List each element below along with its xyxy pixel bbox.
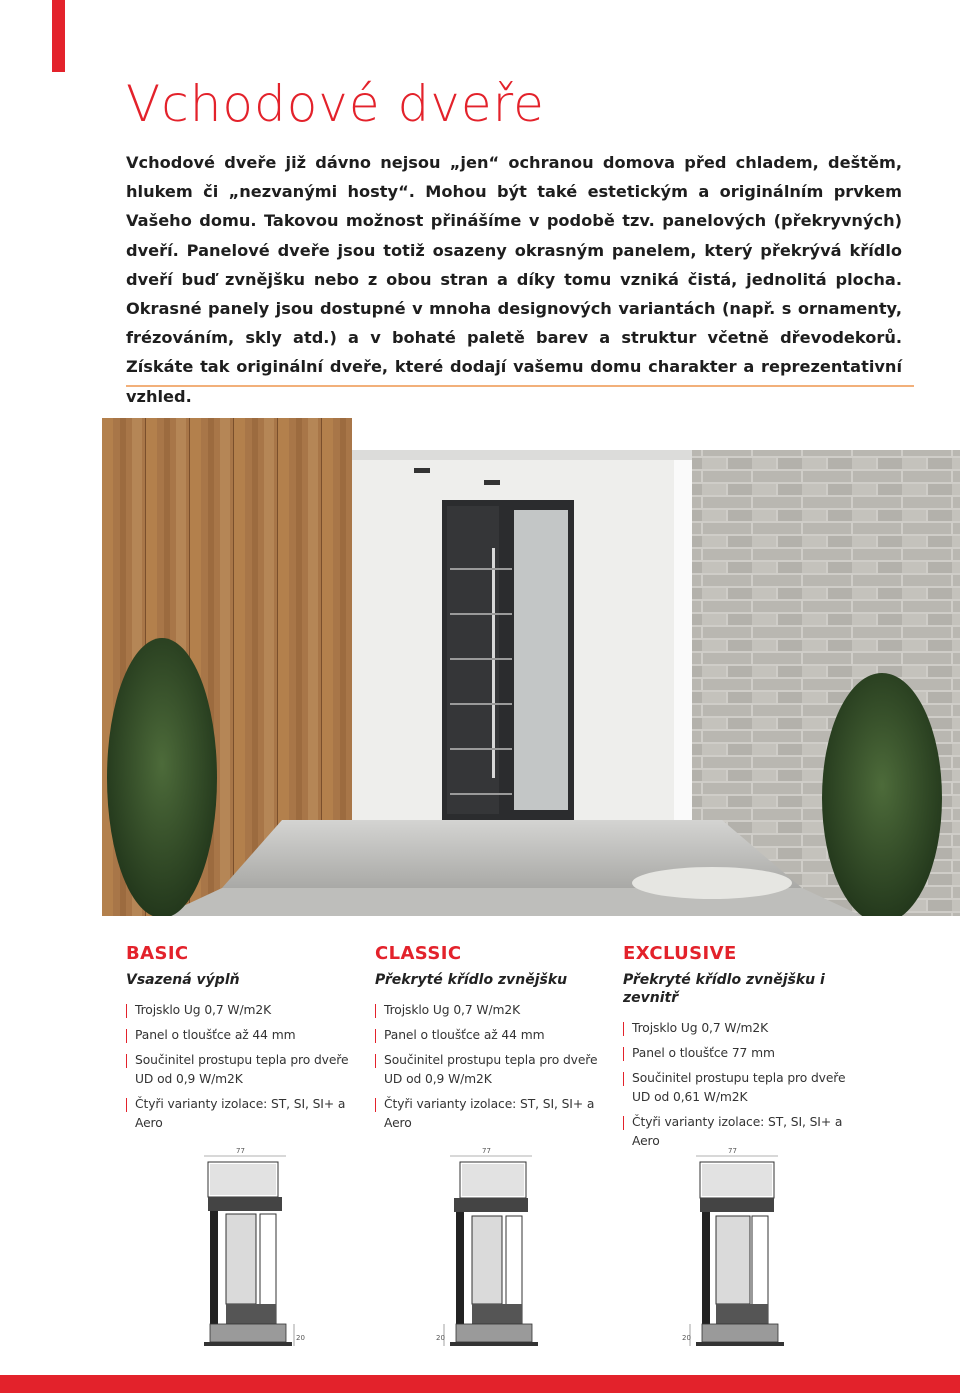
variant-subtitle: Překryté křídlo zvnějšku i zevnitř xyxy=(623,972,825,1006)
variant-name: BASIC xyxy=(126,943,189,964)
dimension-height-label: 20 xyxy=(682,1334,691,1342)
dimension-width-label: 77 xyxy=(728,1147,737,1155)
feature-item: Trojsklo Ug 0,7 W/m2K xyxy=(623,1019,863,1038)
variant-exclusive xyxy=(623,942,863,1157)
feature-item: Součinitel prostupu tepla pro dveře UD od 0,61 W/m2K xyxy=(623,1069,863,1107)
dimension-width-label: 77 xyxy=(236,1147,245,1155)
dimension-height-label: 20 xyxy=(296,1334,305,1342)
intro-paragraph: Vchodové dveře již dávno nejsou „jen“ ochranou domova před chladem, deštěm, hlukem či „nezvanými hosty“. Mohou být také estetickým a originálním prvkem Vašeho domu. Takovou možnost přinášíme v podobě tzv. panelových (překryvných) dveří. Panelové dveře jsou totiž osazeny okrasným panelem, který překrývá křídlo dveří buď zvnějšku nebo z obou stran a díky tomu vzniká čistá, jednolitá plocha. Okrasné panely jsou dostupné v mnoha designových variantách (např. s ornamenty, frézováním, skly atd.) a v bohaté paletě barev a struktur včetně dřevodekorů. Získáte tak originální dveře, které dodají vašemu domu charakter a reprezentativní vzhled. xyxy=(126,153,902,406)
accent-bar xyxy=(52,0,65,72)
variant-name: EXCLUSIVE xyxy=(623,943,737,964)
classic-cross-section-drawing xyxy=(436,1140,556,1370)
feature-item: Čtyři varianty izolace: ST, SI, SI+ a Aero xyxy=(623,1113,863,1151)
basic-cross-section-drawing xyxy=(190,1140,310,1370)
variant-subtitle: Vsazená výplň xyxy=(126,972,240,988)
feature-list xyxy=(623,1019,863,1151)
dimension-height-label: 20 xyxy=(436,1334,445,1342)
feature-item: Čtyři varianty izolace: ST, SI, SI+ a Aero xyxy=(126,1095,366,1133)
feature-item: Čtyři varianty izolace: ST, SI, SI+ a Aero xyxy=(375,1095,615,1133)
feature-item: Panel o tloušťce 77 mm xyxy=(623,1044,863,1063)
dimension-width-label: 77 xyxy=(482,1147,491,1155)
divider xyxy=(126,385,914,387)
variant-name: CLASSIC xyxy=(375,943,462,964)
variant-basic xyxy=(126,942,366,1139)
feature-item: Součinitel prostupu tepla pro dveře UD od 0,9 W/m2K xyxy=(126,1051,366,1089)
footer-bar xyxy=(0,1375,960,1393)
feature-list xyxy=(375,1001,615,1133)
feature-item: Panel o tloušťce až 44 mm xyxy=(126,1026,366,1045)
exclusive-cross-section-drawing xyxy=(682,1140,802,1370)
feature-list xyxy=(126,1001,366,1133)
feature-item: Panel o tloušťce až 44 mm xyxy=(375,1026,615,1045)
entrance-door-photo xyxy=(102,418,960,916)
feature-item: Trojsklo Ug 0,7 W/m2K xyxy=(126,1001,366,1020)
page-title: Vchodové dveře xyxy=(126,75,545,133)
feature-item: Součinitel prostupu tepla pro dveře UD od 0,9 W/m2K xyxy=(375,1051,615,1089)
variant-classic xyxy=(375,942,615,1139)
variant-subtitle: Překryté křídlo zvnějšku xyxy=(375,972,568,988)
feature-item: Trojsklo Ug 0,7 W/m2K xyxy=(375,1001,615,1020)
